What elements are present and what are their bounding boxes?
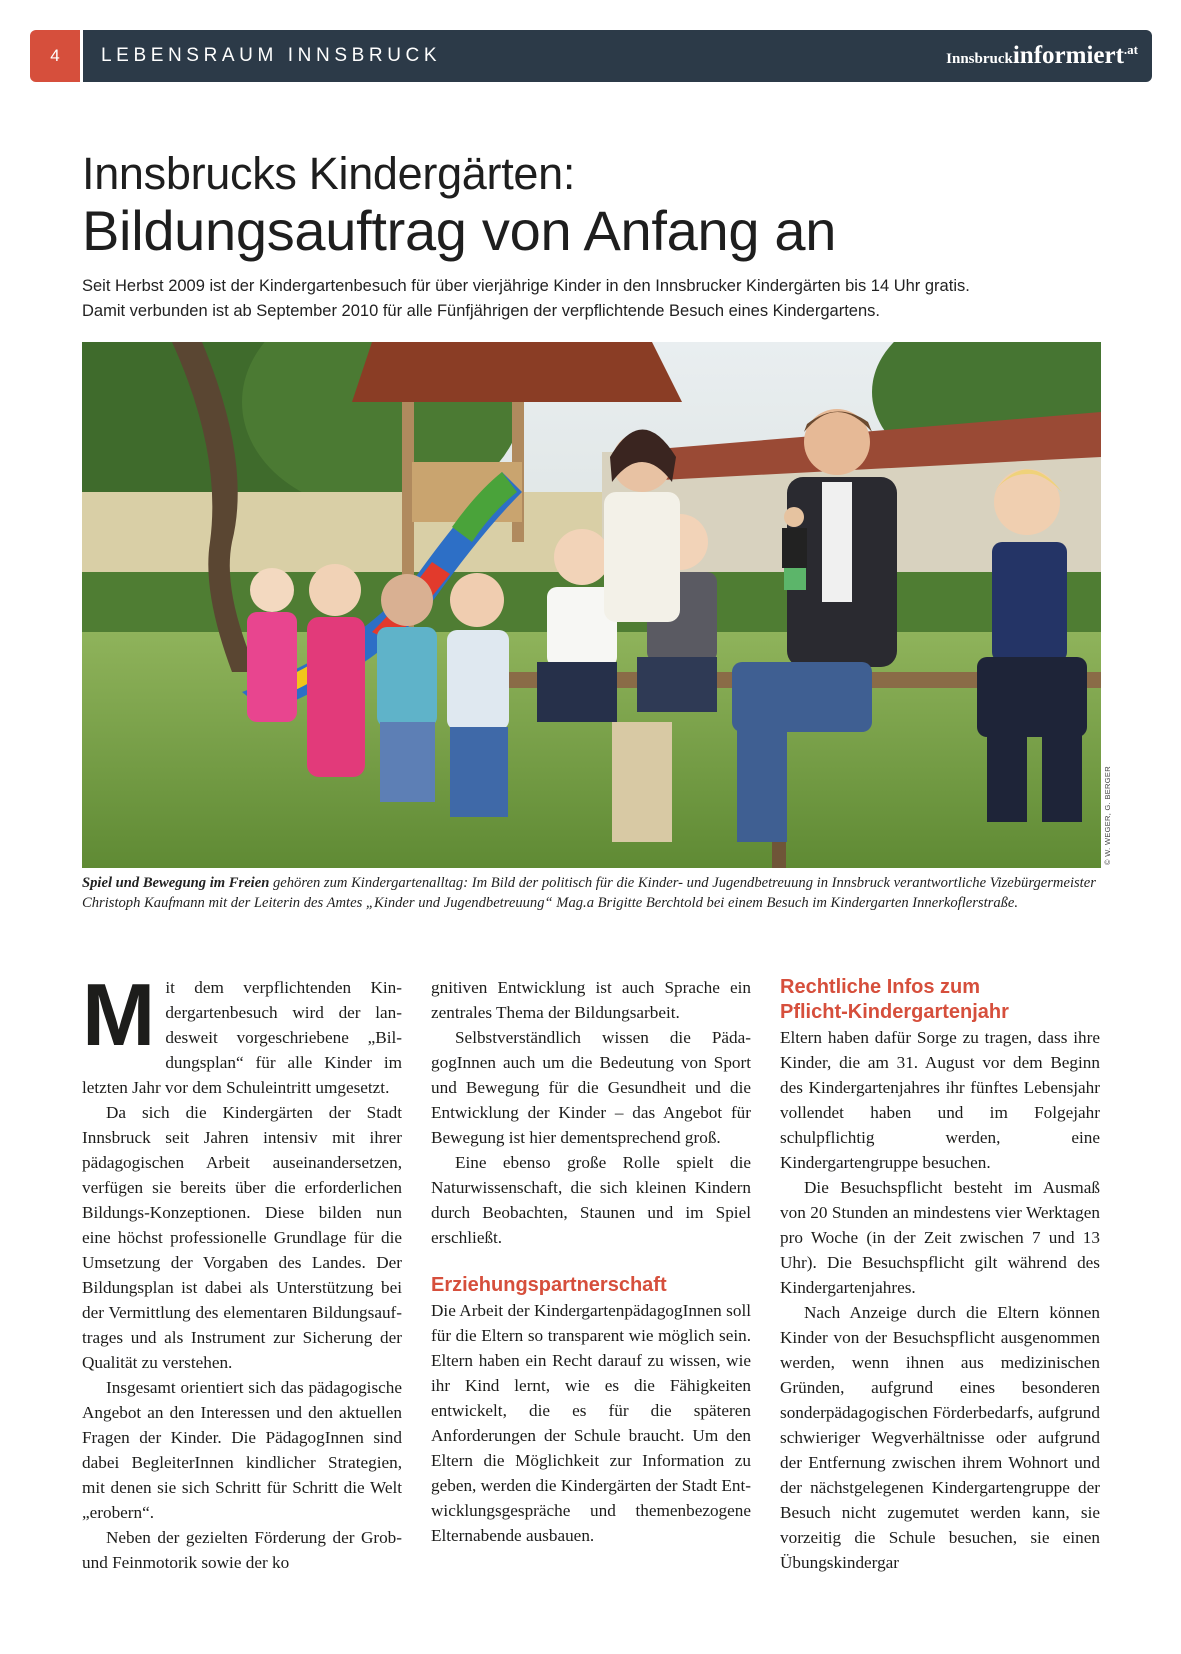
caption-text: gehören zum Kindergartenalltag: Im Bild der politisch für die Kinder- und Jugendbetreuung in Innsbruck verantwortliche Vizebürgermeister Christoph Kaufmann mit der Leiterin des Amtes „Kinder und Jugendbetreuung“ Mag.a Brigitte Berchtold bei einem Besuch im Kindergarten Innerkoflerstraße. [82, 875, 1096, 911]
paragraph: Die Besuchspflicht besteht im Ausmaß von 20 Stunden an mindestens vier Werktagen pro Woche (in der Zeit zwischen 7 und 13 Uhr). Die Besuchspflicht gilt während des Kindergartenjahres. [780, 1178, 1100, 1297]
paragraph: Eltern haben dafür Sorge zu tragen, dass ihre Kinder, die am 31. August vor dem Beginn des Kindergartenjahres ihr fünftes Lebensjahr vollendet haben und im Folgejahr schulpflichtig werden, eine Kindergartengruppe besuchen. [780, 1028, 1100, 1172]
page-number: 4 [30, 30, 80, 82]
header-bar [83, 30, 1152, 82]
paragraph: Da sich die Kindergärten der Stadt Innsbruck seit Jahren intensiv mit ihrer pädagogischen Arbeit auseinandersetzen, verfügen sie bereits über die erforderlichen Bildungs-Konzeptionen. Diese bilden nun eine höchst professionelle Grundlage für die Umsetzung der Vorgaben des Landes. Der Bildungsplan ist dabei als Unterstützung bei der Vermittlung des elementaren Bildungsauftrages und als Instrument zur Sicherung der Qualität zu verstehen. [82, 1103, 402, 1372]
brand-logo [946, 42, 1138, 70]
paragraph: Die Arbeit der KindergartenpädagogInnen soll für die Eltern so transparent wie möglich sein. Eltern haben ein Recht darauf zu wissen, wie ihr Kind lernt, wie es die Fähigkeiten entwickelt, die es für die späteren Anforderungen der Schule braucht. Um den Eltern die Möglichkeit zur Information zu geben, werden die Kindergärten der Stadt Entwicklungsgespräche und themenbezogene Elternabende ausbauen. [431, 1301, 751, 1545]
paragraph: Nach Anzeige durch die Eltern können Kinder von der Besuchspflicht ausgenommen werden, wenn ihnen aus medizinischen Gründen, aufgrund eines besonderen sonderpädagogischen Förderbedarfs, aufgrund schwieriger Wegverhältnisse oder aufgrund der Entfernung zwischen ihrem Wohnort und der nächstgelegenen Kindergartengruppe der Besuch nicht zugemutet werden kann, sie vorzeitig die Schule besuchen, sie einen Übungskindergar [780, 1303, 1100, 1572]
brand-main: informiert [1012, 42, 1124, 69]
paragraph: Selbstverständlich wissen die PädagogInnen auch um die Bedeutung von Sport und Bewegung für die Gesundheit und die Entwicklung der Kinder – das Angebot für Bewegung ist hier dementsprechend groß. [431, 1028, 751, 1147]
lead-line-2: Damit verbunden ist ab September 2010 für alle Fünfjährigen der verpflichtende Besuch eines Kindergartens. [82, 302, 880, 320]
brand-prefix: Innsbruck [946, 51, 1013, 67]
spacer [431, 1250, 751, 1273]
section-title: LEBENSRAUM INNSBRUCK [101, 45, 442, 66]
paragraph: Neben der gezielten Förderung der Grob- und Feinmotorik sowie der ko [82, 1528, 402, 1572]
article-column-1 [82, 965, 402, 1575]
article-column-2 [431, 975, 751, 1548]
caption-bold: Spiel und Bewegung im Freien [82, 875, 270, 891]
article-column-3 [780, 975, 1100, 1575]
photo-caption [82, 873, 1102, 913]
article-photo [82, 342, 1101, 868]
photo-illustration [82, 342, 1101, 868]
paragraph: it dem verpflichtenden Kindergartenbesuch wird der landesweit vorgeschriebene „Bildungsplan“ für alle Kinder im letzten Jahr vor dem Schuleintritt umgesetzt. [82, 978, 402, 1097]
article-title: Bildungsauftrag von Anfang an [82, 199, 837, 262]
article-kicker: Innsbrucks Kindergärten: [82, 148, 576, 199]
lead-line-1: Seit Herbst 2009 ist der Kindergartenbesuch für über vierjährige Kinder in den Innsbrucker Kindergärten bis 14 Uhr gratis. [82, 277, 970, 295]
subheading-line-1: Rechtliche Infos zum [780, 976, 981, 998]
paragraph: Eine ebenso große Rolle spielt die Naturwissenschaft, die sich kleinen Kindern durch Beobachten, Staunen und im Spiel erschließt. [431, 1153, 751, 1247]
paragraph: Insgesamt orientiert sich das pädagogische Angebot an den Interessen und den aktuellen Fragen der Kinder. Die PädagogInnen sind dabei BegleiterInnen kindlicher Strategien, mit denen sie sich Schritt für Schritt die Welt „erobern“. [82, 1378, 402, 1522]
subheading-line-2: Pflicht-Kindergartenjahr [780, 1001, 1009, 1023]
paragraph: gnitiven Entwicklung ist auch Sprache ein zentrales Thema der Bildungsarbeit. [431, 978, 751, 1022]
dropcap: M [82, 965, 156, 1064]
subheading [780, 975, 1100, 1025]
article-lead [82, 274, 1092, 324]
photo-credit: © W. WEGER, G. BERGER [1103, 766, 1112, 865]
subheading: Erziehungspartnerschaft [431, 1274, 667, 1296]
brand-suffix: .at [1123, 42, 1138, 57]
